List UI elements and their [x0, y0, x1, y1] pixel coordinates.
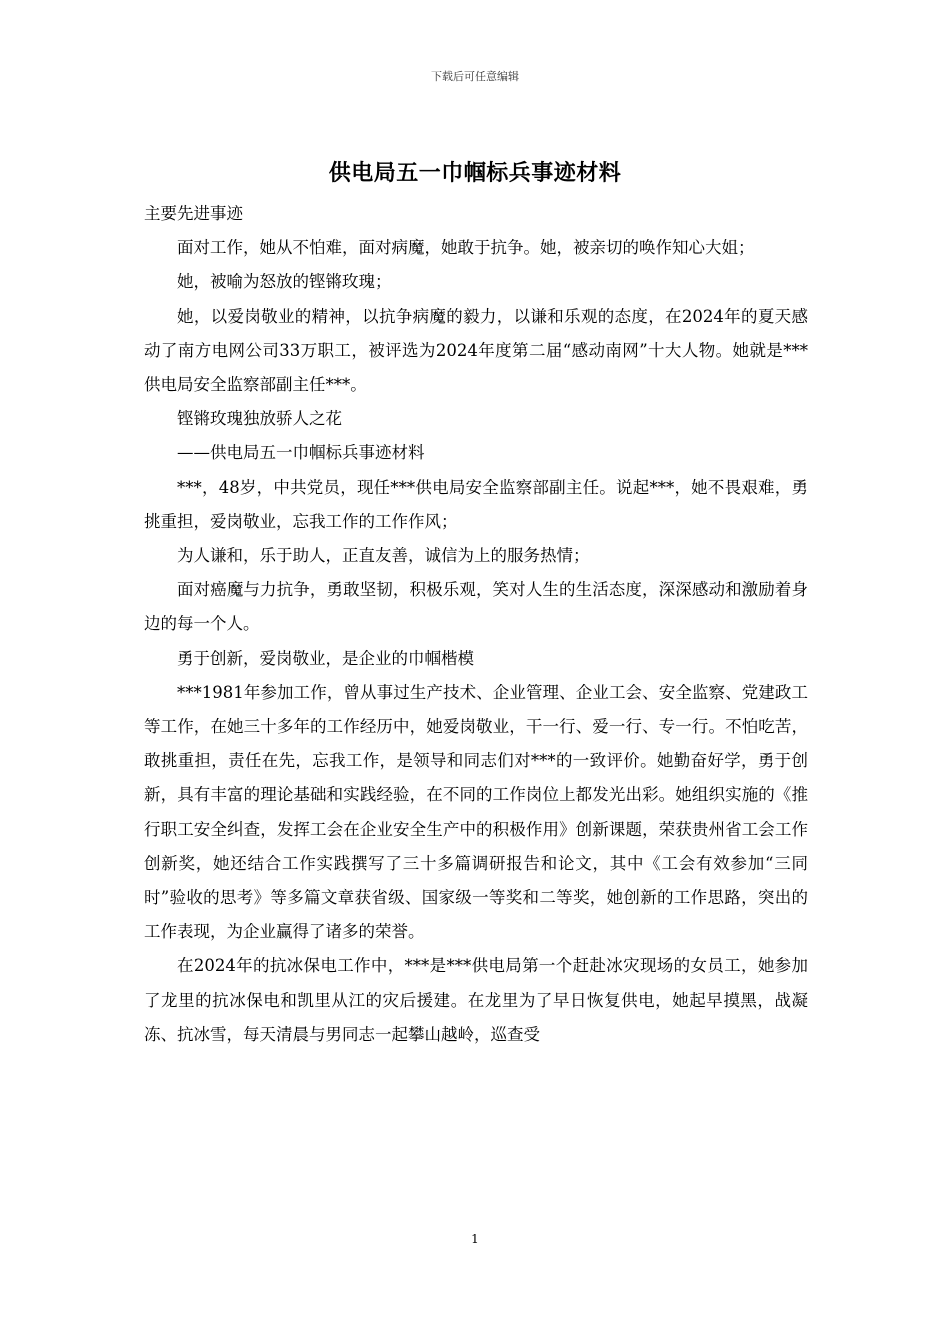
- paragraph: 面对癌魔与力抗争，勇敢坚韧，积极乐观，笑对人生的生活态度，深深感动和激励着身边的每一个人。: [144, 580, 808, 634]
- paragraph: 面对工作，她从不怕难，面对病魔，她敢于抗争。她，被亲切的唤作知心大姐；: [177, 238, 755, 258]
- header-note: 下载后可任意编辑: [431, 70, 519, 83]
- document-body: [144, 197, 808, 1052]
- document-title: 供电局五一巾帼标兵事迹材料: [328, 161, 622, 186]
- paragraph: ***，48岁，中共党员，现任***供电局安全监察部副主任。说起***，她不畏艰难，勇挑重担，爱岗敬业，忘我工作的工作作风；: [144, 477, 808, 531]
- subtitle: 铿锵玫瑰独放骄人之花: [177, 409, 342, 429]
- paragraph: 她，以爱岗敬业的精神，以抗争病魔的毅力，以谦和乐观的态度，在2024年的夏天感动了南方电网公司33万职工，被评选为2024年度第二届“感动南网”十大人物。她就是***供电局安全监察部副主任***。: [144, 306, 808, 395]
- paragraph: 在2024年的抗冰保电工作中，***是***供电局第一个赶赴冰灾现场的女员工，她参加了龙里的抗冰保电和凯里从江的灾后援建。在龙里为了早日恢复供电，她起早摸黑，战凝冻、抗冰雪，每天清晨与男同志一起攀山越岭，巡查受: [144, 956, 808, 1044]
- section-heading: 主要先进事迹: [144, 204, 243, 223]
- section-heading: 勇于创新，爱岗敬业，是企业的巾帼楷模: [177, 648, 474, 668]
- paragraph: ***1981年参加工作，曾从事过生产技术、企业管理、企业工会、安全监察、党建政工等工作，在她三十多年的工作经历中，她爱岗敬业，干一行、爱一行、专一行。不怕吃苦，敢挑重担，责任在先，忘我工作，是领导和同志们对***的一致评价。她勤奋好学，勇于创新，具有丰富的理论基础和实践经验，在不同的工作岗位上都发光出彩。她组织实施的《推行职工安全纠查，发挥工会在企业安全生产中的积极作用》创新课题，荣获贵州省工会工作创新奖，她还结合工作实践撰写了三十多篇调研报告和论文，其中《工会有效参加“三同时”验收的思考》等多篇文章获省级、国家级一等奖和二等奖，她创新的工作思路，突出的工作表现，为企业赢得了诸多的荣誉。: [144, 682, 808, 942]
- paragraph: 为人谦和，乐于助人，正直友善，诚信为上的服务热情；: [177, 546, 590, 566]
- page-number: 1: [471, 1232, 479, 1246]
- subtitle: ——供电局五一巾帼标兵事迹材料: [177, 443, 425, 463]
- paragraph: 她，被喻为怒放的铿锵玫瑰；: [177, 272, 392, 292]
